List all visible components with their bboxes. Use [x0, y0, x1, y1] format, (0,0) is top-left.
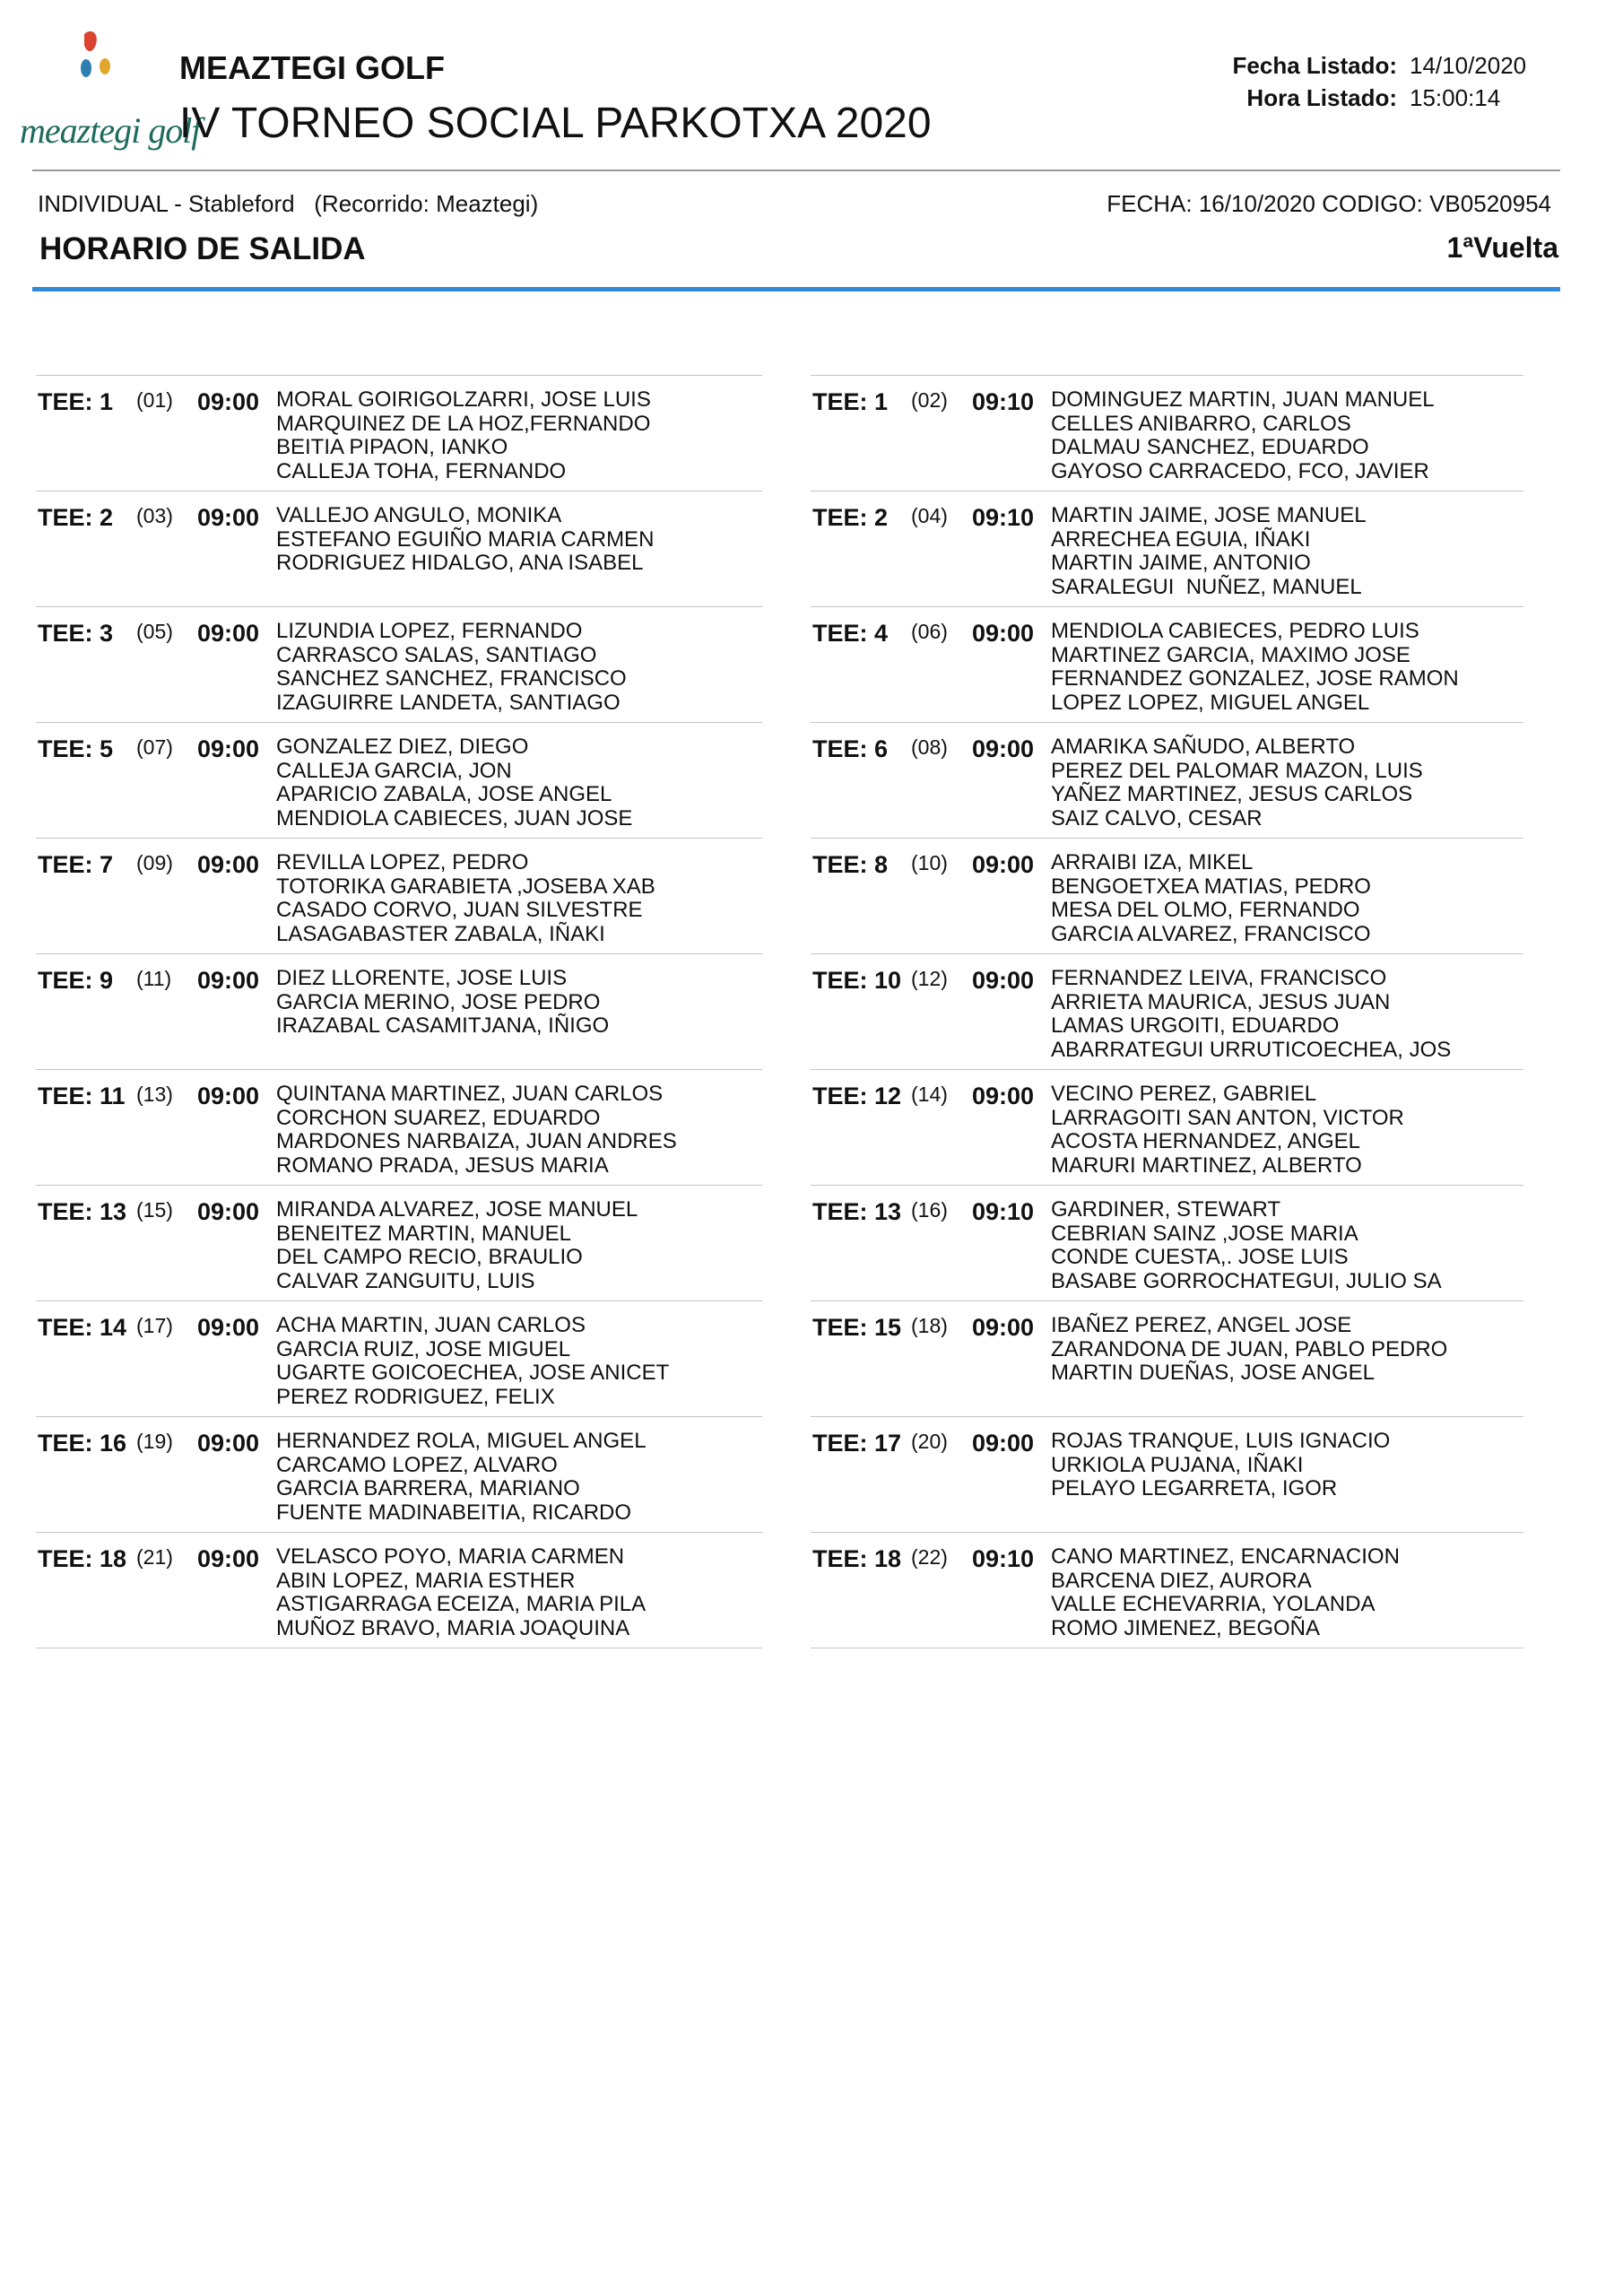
player-list	[1051, 851, 1371, 946]
start-time: 09:00	[197, 1198, 260, 1225]
header-divider	[32, 170, 1560, 171]
tee-label: TEE: 3	[38, 620, 114, 647]
player-name: ASTIGARRAGA ECEIZA, MARIA PILA	[276, 1592, 647, 1616]
start-time: 09:00	[972, 1083, 1035, 1109]
player-list	[1051, 1083, 1404, 1178]
player-name: UGARTE GOICOECHEA, JOSE ANICET	[276, 1361, 670, 1385]
player-name: ARRIETA MAURICA, JESUS JUAN	[1051, 989, 1391, 1014]
player-list	[276, 1545, 646, 1640]
player-name: SAIZ CALVO, CESAR	[1051, 805, 1263, 831]
group-number: (20)	[911, 1430, 948, 1453]
tee-group	[811, 1417, 1523, 1533]
player-list	[276, 851, 655, 946]
player-name: PELAYO LEGARRETA, IGOR	[1051, 1476, 1338, 1500]
player-name: FERNANDEZ GONZALEZ, JOSE RAMON	[1051, 666, 1459, 691]
player-name: CALLEJA TOHA, FERNANDO	[276, 458, 567, 483]
logo-wordmark: meaztegi golf	[20, 110, 201, 151]
player-name: ABARRATEGUI URRUTICOECHEA, JOS	[1051, 1037, 1452, 1062]
player-name: GONZALEZ DIEZ, DIEGO	[276, 735, 529, 759]
player-list	[1051, 1430, 1390, 1501]
player-name: GARCIA ALVAREZ, FRANCISCO	[1051, 921, 1371, 946]
date-code: FECHA: 16/10/2020 CODIGO: VB0520954	[1107, 190, 1551, 217]
player-name: MIRANDA ALVAREZ, JOSE MANUEL	[276, 1197, 638, 1222]
tee-label: TEE: 11	[38, 1083, 126, 1109]
tee-group	[811, 954, 1523, 1070]
start-time: 09:00	[197, 1314, 260, 1341]
player-name: LARRAGOITI SAN ANTON, VICTOR	[1051, 1105, 1404, 1130]
player-list	[276, 620, 627, 715]
player-name: GARCIA BARRERA, MARIANO	[276, 1476, 580, 1500]
player-name: ROMANO PRADA, JESUS MARIA	[276, 1152, 609, 1178]
start-time: 09:10	[972, 1198, 1035, 1225]
hora-listado-value: 15:00:14	[1410, 84, 1501, 111]
player-name: APARICIO ZABALA, JOSE ANGEL	[276, 782, 612, 806]
player-name: ROJAS TRANQUE, LUIS IGNACIO	[1051, 1429, 1391, 1453]
tee-group	[811, 1301, 1523, 1417]
player-name: MORAL GOIRIGOLZARRI, JOSE LUIS	[276, 387, 651, 412]
club-logo	[20, 27, 201, 161]
player-name: VECINO PEREZ, GABRIEL	[1051, 1082, 1317, 1106]
player-name: HERNANDEZ ROLA, MIGUEL ANGEL	[276, 1429, 647, 1453]
accent-divider	[32, 287, 1560, 291]
player-name: DEL CAMPO RECIO, BRAULIO	[276, 1245, 583, 1269]
player-name: MESA DEL OLMO, FERNANDO	[1051, 898, 1360, 922]
tee-label: TEE: 5	[38, 735, 114, 762]
listing-meta-labels	[1233, 49, 1397, 114]
tournament-title: IV TORNEO SOCIAL PARKOTXA 2020	[179, 100, 932, 147]
player-name: CORCHON SUAREZ, EDUARDO	[276, 1105, 601, 1130]
tee-group	[811, 376, 1523, 491]
start-time: 09:10	[972, 1545, 1035, 1572]
player-name: YAÑEZ MARTINEZ, JESUS CARLOS	[1051, 782, 1413, 806]
player-name: BARCENA DIEZ, AURORA	[1051, 1568, 1312, 1593]
player-name: LIZUNDIA LOPEZ, FERNANDO	[276, 619, 583, 643]
tee-group	[811, 723, 1523, 839]
tee-label: TEE: 9	[38, 967, 114, 994]
player-name: VELASCO POYO, MARIA CARMEN	[276, 1544, 625, 1569]
start-time: 09:00	[197, 620, 260, 647]
player-name: DOMINGUEZ MARTIN, JUAN MANUEL	[1051, 387, 1435, 412]
player-name: BENGOETXEA MATIAS, PEDRO	[1051, 874, 1371, 899]
player-name: AMARIKA SAÑUDO, ALBERTO	[1051, 735, 1356, 759]
player-name: CONDE CUESTA,. JOSE LUIS	[1051, 1245, 1349, 1269]
player-name: RODRIGUEZ HIDALGO, ANA ISABEL	[276, 551, 644, 575]
tee-label: TEE: 1	[812, 388, 889, 415]
player-name: ROMO JIMENEZ, BEGOÑA	[1051, 1615, 1321, 1640]
player-list	[1051, 1198, 1442, 1293]
player-name: CALLEJA GARCIA, JON	[276, 758, 512, 783]
player-name: GARCIA RUIZ, JOSE MIGUEL	[276, 1336, 571, 1361]
player-list	[1051, 967, 1451, 1062]
start-time: 09:00	[972, 851, 1035, 878]
player-name: CALVAR ZANGUITU, LUIS	[276, 1268, 535, 1293]
player-name: VALLE ECHEVARRIA, YOLANDA	[1051, 1592, 1376, 1616]
player-name: IZAGUIRRE LANDETA, SANTIAGO	[276, 690, 621, 715]
fecha-listado-label: Fecha Listado:	[1232, 52, 1397, 79]
tee-group	[36, 376, 762, 491]
tee-label: TEE: 18	[812, 1545, 902, 1572]
start-time: 09:00	[972, 1430, 1035, 1457]
tee-label: TEE: 13	[38, 1198, 127, 1225]
player-name: URKIOLA PUJANA, IÑAKI	[1051, 1452, 1304, 1477]
player-name: CASADO CORVO, JUAN SILVESTRE	[276, 898, 643, 922]
player-name: VALLEJO ANGULO, MONIKA	[276, 503, 562, 527]
tee-label: TEE: 2	[812, 504, 889, 531]
player-list	[276, 1314, 669, 1409]
player-name: IRAZABAL CASAMITJANA, IÑIGO	[276, 1013, 610, 1038]
tee-label: TEE: 2	[38, 504, 114, 531]
player-name: CARCAMO LOPEZ, ALVARO	[276, 1452, 558, 1477]
tee-group	[36, 954, 762, 1070]
group-number: (17)	[136, 1314, 173, 1337]
player-list	[1051, 1545, 1400, 1640]
player-list	[276, 388, 651, 483]
group-number: (09)	[136, 851, 173, 874]
tee-label: TEE: 6	[812, 735, 889, 762]
group-number: (18)	[911, 1314, 948, 1337]
group-number: (07)	[136, 735, 173, 759]
tee-group	[36, 491, 762, 607]
player-list	[276, 504, 654, 576]
tee-group	[811, 839, 1523, 954]
player-name: ZARANDONA DE JUAN, PABLO PEDRO	[1051, 1336, 1448, 1361]
start-time: 09:00	[972, 1314, 1035, 1341]
start-time: 09:00	[972, 735, 1035, 762]
player-list	[276, 1430, 647, 1525]
group-number: (04)	[911, 504, 948, 527]
start-time: 09:00	[972, 967, 1035, 994]
player-name: CEBRIAN SAINZ ,JOSE MARIA	[1051, 1221, 1358, 1246]
tee-group	[36, 1186, 762, 1301]
player-name: QUINTANA MARTINEZ, JUAN CARLOS	[276, 1082, 664, 1106]
tee-label: TEE: 17	[812, 1430, 902, 1457]
section-title: HORARIO DE SALIDA	[39, 231, 366, 266]
tee-label: TEE: 15	[812, 1314, 902, 1341]
tee-group	[36, 607, 762, 723]
player-name: FERNANDEZ LEIVA, FRANCISCO	[1051, 966, 1387, 990]
listing-meta-values	[1410, 49, 1526, 114]
player-name: LAMAS URGOITI, EDUARDO	[1051, 1013, 1340, 1038]
start-time: 09:10	[972, 388, 1035, 415]
group-number: (13)	[136, 1083, 173, 1106]
player-name: MUÑOZ BRAVO, MARIA JOAQUINA	[276, 1615, 630, 1640]
player-name: SANCHEZ SANCHEZ, FRANCISCO	[276, 666, 627, 691]
player-list	[276, 735, 632, 831]
player-name: BASABE GORROCHATEGUI, JULIO SA	[1051, 1268, 1442, 1293]
start-time: 09:00	[972, 620, 1035, 647]
tee-group	[811, 1070, 1523, 1186]
tee-label: TEE: 14	[38, 1314, 127, 1341]
player-name: ARRECHEA EGUIA, IÑAKI	[1051, 526, 1311, 552]
player-list	[276, 1083, 677, 1178]
tee-times-right-column	[811, 375, 1523, 1648]
tee-group	[811, 1533, 1523, 1648]
player-name: LASAGABASTER ZABALA, IÑAKI	[276, 921, 605, 946]
tee-label: TEE: 18	[38, 1545, 127, 1572]
tee-label: TEE: 12	[812, 1083, 902, 1109]
competition-format: INDIVIDUAL - Stableford (Recorrido: Meaztegi)	[38, 190, 539, 217]
group-number: (05)	[136, 620, 173, 643]
player-name: MARTIN JAIME, ANTONIO	[1051, 551, 1311, 575]
player-name: ACHA MARTIN, JUAN CARLOS	[276, 1313, 586, 1337]
player-list	[276, 1198, 638, 1293]
player-name: MARTINEZ GARCIA, MAXIMO JOSE	[1051, 642, 1410, 667]
start-time: 09:00	[197, 1083, 260, 1109]
tee-group	[811, 607, 1523, 723]
player-name: BEITIA PIPAON, IANKO	[276, 435, 508, 459]
tee-label: TEE: 8	[812, 851, 889, 878]
player-name: ESTEFANO EGUIÑO MARIA CARMEN	[276, 526, 655, 552]
group-number: (15)	[136, 1198, 173, 1222]
group-number: (21)	[136, 1545, 173, 1569]
start-time: 09:10	[972, 504, 1035, 531]
start-time: 09:00	[197, 1430, 260, 1457]
player-list	[1051, 1314, 1447, 1386]
group-number: (22)	[911, 1545, 948, 1569]
tee-group	[36, 1417, 762, 1533]
player-name: CARRASCO SALAS, SANTIAGO	[276, 642, 597, 667]
player-name: PEREZ RODRIGUEZ, FELIX	[276, 1384, 555, 1409]
tee-label: TEE: 4	[812, 620, 889, 647]
tee-group	[36, 1070, 762, 1186]
group-number: (12)	[911, 967, 948, 990]
player-name: ARRAIBI IZA, MIKEL	[1051, 850, 1254, 874]
player-name: MARQUINEZ DE LA HOZ,FERNANDO	[276, 411, 651, 436]
group-number: (02)	[911, 388, 948, 412]
tee-group	[36, 839, 762, 954]
tee-label: TEE: 1	[38, 388, 114, 415]
player-list	[276, 967, 609, 1039]
round-label: 1ªVuelta	[1446, 231, 1558, 264]
player-name: MARDONES NARBAIZA, JUAN ANDRES	[276, 1129, 677, 1153]
tee-label: TEE: 16	[38, 1430, 127, 1457]
club-name: MEAZTEGI GOLF	[179, 49, 445, 86]
group-number: (06)	[911, 620, 948, 643]
player-name: CANO MARTINEZ, ENCARNACION	[1051, 1544, 1400, 1569]
group-number: (19)	[136, 1430, 173, 1453]
player-name: BENEITEZ MARTIN, MANUEL	[276, 1221, 571, 1246]
golfer-logo-icon	[20, 27, 163, 112]
group-number: (08)	[911, 735, 948, 759]
player-name: MARURI MARTINEZ, ALBERTO	[1051, 1152, 1362, 1178]
start-time: 09:00	[197, 388, 260, 415]
tee-group	[36, 1301, 762, 1417]
player-name: ABIN LOPEZ, MARIA ESTHER	[276, 1568, 576, 1593]
start-time: 09:00	[197, 967, 260, 994]
group-number: (11)	[136, 967, 172, 990]
fecha-listado-value: 14/10/2020	[1410, 52, 1527, 79]
start-time: 09:00	[197, 735, 260, 762]
player-name: MENDIOLA CABIECES, PEDRO LUIS	[1051, 619, 1419, 643]
player-name: PEREZ DEL PALOMAR MAZON, LUIS	[1051, 758, 1423, 783]
player-name: MENDIOLA CABIECES, JUAN JOSE	[276, 805, 633, 831]
player-name: MARTIN JAIME, JOSE MANUEL	[1051, 503, 1367, 527]
player-list	[1051, 388, 1435, 483]
tee-group	[36, 1533, 762, 1648]
player-name: SARALEGUI NUÑEZ, MANUEL	[1051, 574, 1362, 599]
start-time: 09:00	[197, 851, 260, 878]
player-name: DALMAU SANCHEZ, EDUARDO	[1051, 435, 1369, 459]
player-name: MARTIN DUEÑAS, JOSE ANGEL	[1051, 1361, 1375, 1385]
hora-listado-label: Hora Listado:	[1246, 84, 1397, 111]
player-name: GARDINER, STEWART	[1051, 1197, 1281, 1222]
player-name: TOTORIKA GARABIETA ,JOSEBA XAB	[276, 874, 655, 899]
player-list	[1051, 504, 1367, 599]
player-name: GARCIA MERINO, JOSE PEDRO	[276, 989, 601, 1014]
tee-group	[36, 723, 762, 839]
player-name: GAYOSO CARRACEDO, FCO, JAVIER	[1051, 458, 1429, 483]
tee-group	[811, 1186, 1523, 1301]
player-name: FUENTE MADINABEITIA, RICARDO	[276, 1500, 632, 1525]
player-list	[1051, 735, 1423, 831]
start-time: 09:00	[197, 1545, 260, 1572]
group-number: (16)	[911, 1198, 948, 1222]
tee-label: TEE: 7	[38, 851, 114, 878]
player-list	[1051, 620, 1459, 715]
tee-group	[811, 491, 1523, 607]
tee-label: TEE: 10	[812, 967, 902, 994]
start-time: 09:00	[197, 504, 260, 531]
group-number: (03)	[136, 504, 173, 527]
tee-label: TEE: 13	[812, 1198, 902, 1225]
group-number: (01)	[136, 388, 173, 412]
player-name: LOPEZ LOPEZ, MIGUEL ANGEL	[1051, 690, 1370, 715]
group-number: (14)	[911, 1083, 948, 1106]
player-name: DIEZ LLORENTE, JOSE LUIS	[276, 966, 568, 990]
player-name: ACOSTA HERNANDEZ, ANGEL	[1051, 1129, 1360, 1153]
player-name: CELLES ANIBARRO, CARLOS	[1051, 411, 1351, 436]
tee-times-left-column	[36, 375, 762, 1648]
group-number: (10)	[911, 851, 948, 874]
player-name: IBAÑEZ PEREZ, ANGEL JOSE	[1051, 1313, 1352, 1337]
player-name: REVILLA LOPEZ, PEDRO	[276, 850, 529, 874]
